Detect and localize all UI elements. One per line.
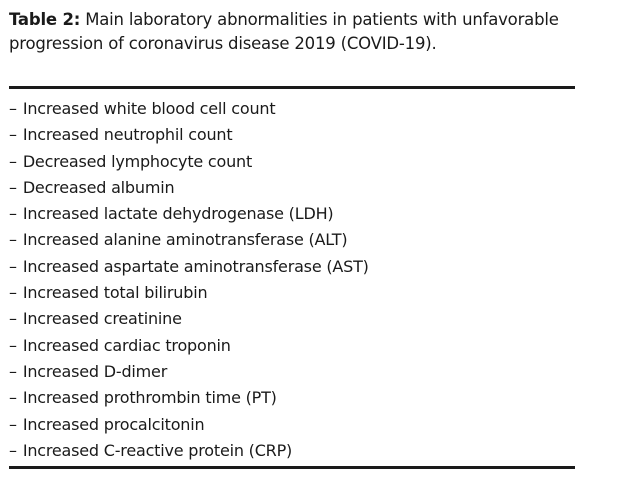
- list-item: [9, 385, 369, 411]
- table-caption-text: Main laboratory abnormalities in patients with unfavorable progression of coronavirus disease 2019 (COVID-19).: [9, 10, 559, 53]
- table-top-rule: [9, 86, 575, 89]
- dash-bullet: –: [9, 440, 17, 460]
- list-item-text: Increased procalcitonin: [22, 414, 205, 434]
- list-item-text: Increased lactate dehydrogenase (LDH): [22, 204, 334, 224]
- list-item-text: Increased alanine aminotransferase (ALT): [22, 230, 348, 250]
- list-item-text: Increased D-dimer: [22, 361, 168, 381]
- list-item: [9, 96, 369, 122]
- dash-bullet: –: [9, 414, 17, 434]
- list-item: [9, 122, 369, 148]
- dash-bullet: –: [9, 388, 17, 408]
- dash-bullet: –: [9, 361, 17, 381]
- list-item: [9, 412, 369, 438]
- list-item-text: Increased neutrophil count: [22, 125, 233, 145]
- list-item: [9, 333, 369, 359]
- list-item: [9, 359, 369, 385]
- dash-bullet: –: [9, 204, 17, 224]
- list-item-text: Increased prothrombin time (PT): [22, 388, 277, 408]
- list-item: [9, 306, 369, 332]
- list-item-text: Increased aspartate aminotransferase (AST): [22, 256, 369, 276]
- list-item: [9, 201, 369, 227]
- list-item-text: Decreased albumin: [22, 177, 175, 197]
- dash-bullet: –: [9, 230, 17, 250]
- list-item: [9, 227, 369, 253]
- dash-bullet: –: [9, 283, 17, 303]
- list-item: [9, 438, 369, 464]
- dash-bullet: –: [9, 99, 17, 118]
- list-item-text: Increased cardiac troponin: [22, 335, 231, 355]
- list-item-text: Increased total bilirubin: [22, 283, 208, 303]
- dash-bullet: –: [9, 125, 17, 145]
- dash-bullet: –: [9, 309, 17, 329]
- table-figure: [9, 8, 575, 460]
- table-caption-label: Table 2:: [9, 10, 81, 29]
- list-item-text: Decreased lymphocyte count: [22, 151, 253, 171]
- list-item: [9, 175, 369, 201]
- table-bottom-rule: [9, 466, 575, 469]
- list-item-text: Increased C-reactive protein (CRP): [22, 440, 293, 460]
- table-caption: [9, 8, 575, 56]
- dash-bullet: –: [9, 151, 17, 171]
- list-item: [9, 280, 369, 306]
- list-item-text: Increased white blood cell count: [22, 99, 276, 118]
- list-item: [9, 149, 369, 175]
- dash-bullet: –: [9, 256, 17, 276]
- dash-bullet: –: [9, 177, 17, 197]
- list-item-text: Increased creatinine: [22, 309, 182, 329]
- list-item: [9, 254, 369, 280]
- dash-bullet: –: [9, 335, 17, 355]
- abnormalities-list: [9, 96, 369, 464]
